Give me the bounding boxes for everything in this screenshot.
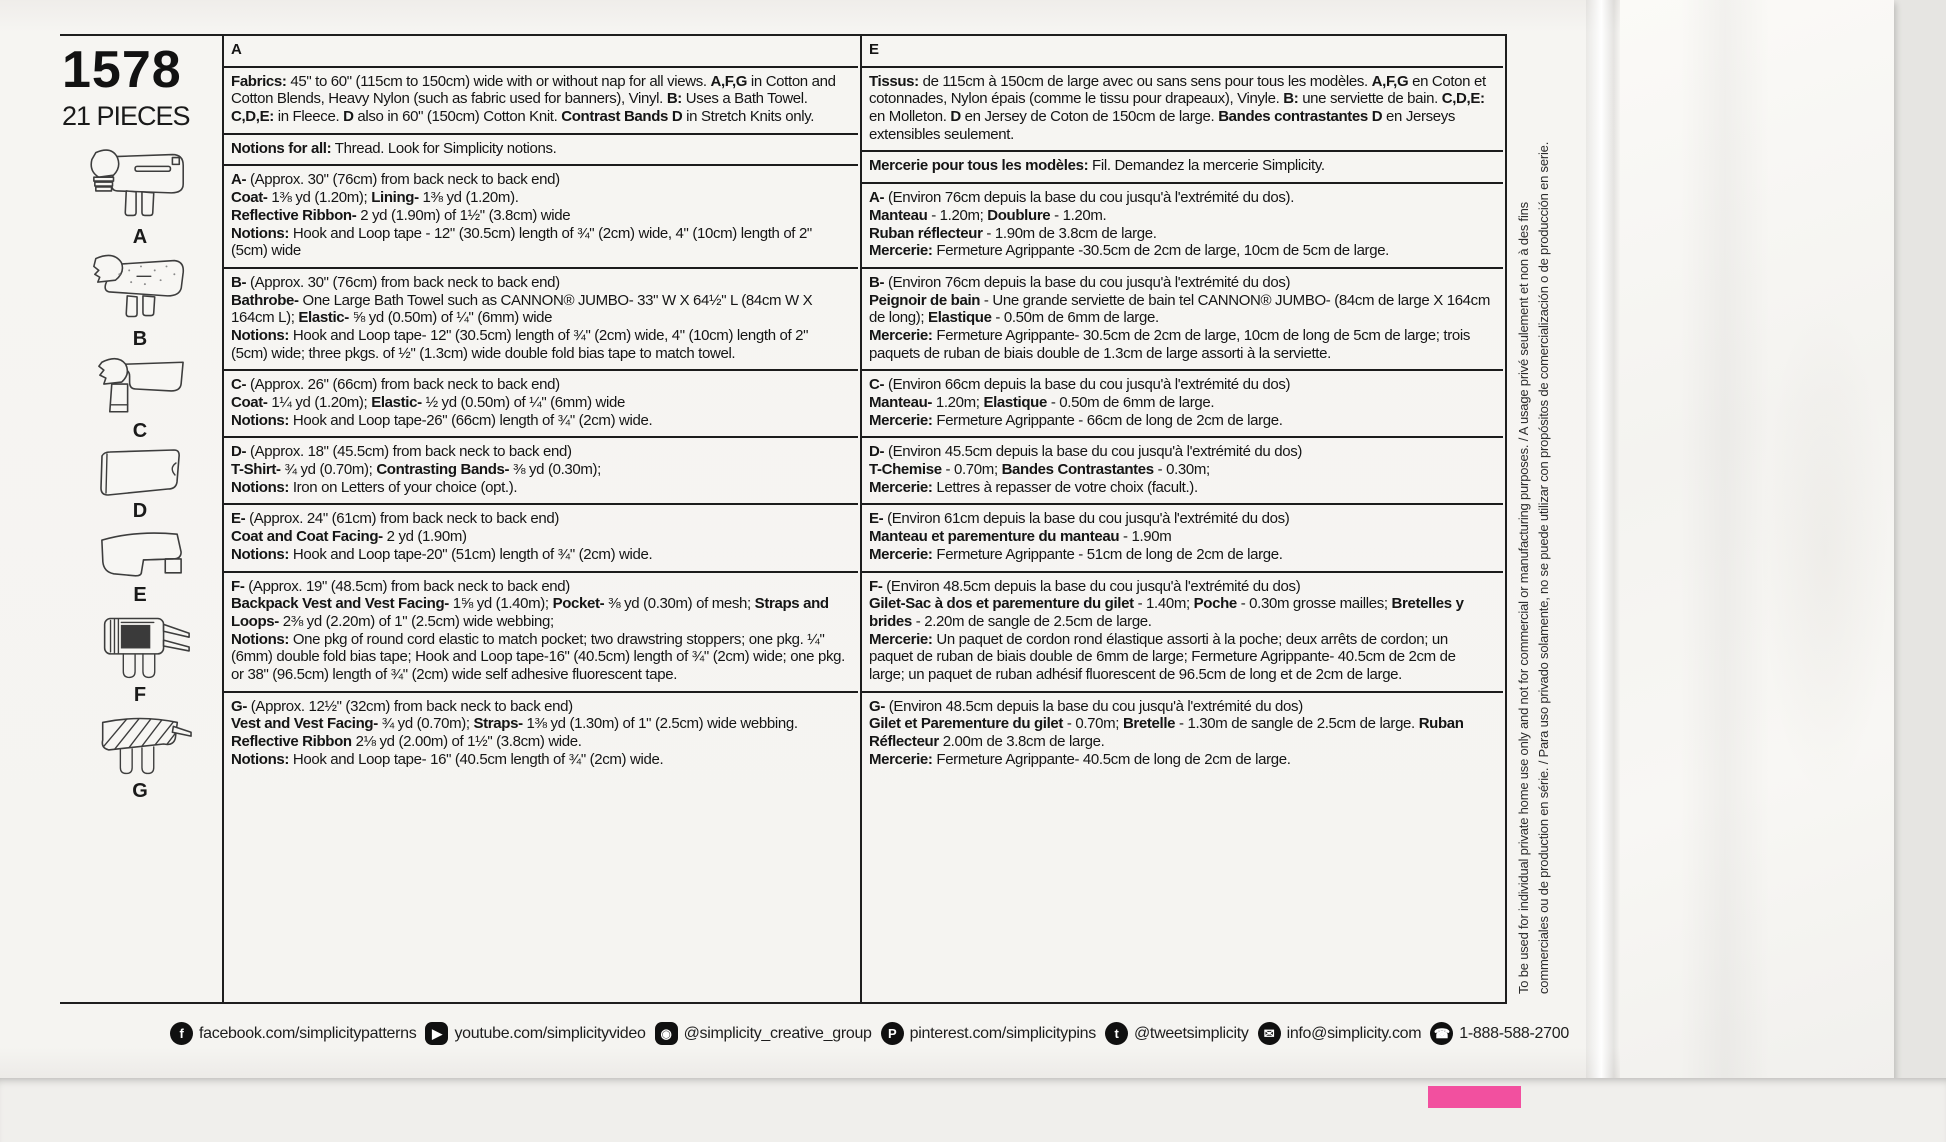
view-e bbox=[88, 526, 192, 606]
phone-item bbox=[1430, 1022, 1569, 1045]
en-section-f bbox=[224, 573, 858, 693]
text-line: Ruban réflecteur - 1.90m de 3.8cm de large. bbox=[869, 224, 1157, 242]
text-line: Vest and Vest Facing- ¾ yd (0.70m); Straps- 1⅜ yd (1.30m) of 1" (2.5cm) wide webbing. Reflective Ribbon 2⅛ yd (2.00m) of 1½" (3.8cm) wide. bbox=[231, 715, 798, 750]
fr-mercerie-pour-tous bbox=[862, 152, 1503, 184]
text-line: F- (Environ 48.5cm depuis la base du cou jusqu'à l'extrémité du dos) bbox=[869, 577, 1301, 595]
left-info-column bbox=[62, 41, 218, 802]
text-line: Mercerie: Lettres à repasser de votre choix (facult.). bbox=[869, 478, 1198, 496]
garment-views bbox=[62, 146, 218, 802]
en-section-b bbox=[224, 269, 858, 371]
text-line: Mercerie: Fermeture Agrippante -30.5cm de 2cm de large, 10cm de 5cm de large. bbox=[869, 242, 1390, 260]
pattern-number: 1578 bbox=[62, 41, 182, 99]
flap-wrinkle bbox=[1760, 300, 1890, 800]
social-label: facebook.com/simplicitypatterns bbox=[199, 1024, 417, 1042]
text-line: Coat and Coat Facing- 2 yd (1.90m) bbox=[231, 528, 467, 546]
en-section-a bbox=[224, 166, 858, 268]
instagram-icon: ◉ bbox=[655, 1022, 678, 1045]
text-line: E- (Environ 61cm depuis la base du cou jusqu'à l'extrémité du dos) bbox=[869, 510, 1290, 528]
pinterest-item bbox=[881, 1022, 1096, 1045]
en-intro bbox=[224, 36, 858, 68]
text-line: Bathrobe- One Large Bath Towel such as CANNON® JUMBO- 33" W X 64½" L (84cm W X 164cm L); Elastic- ⅝ yd (0.50m) of ¼" (6mm) wide bbox=[231, 291, 813, 327]
social-contact-row bbox=[170, 1022, 1569, 1045]
fr-section-e bbox=[862, 505, 1503, 572]
facebook-icon: f bbox=[170, 1022, 193, 1045]
text-line: Gilet et Parementure du gilet - 0.70m; Bretelle - 1.30m de sangle de 2.5cm de large. Ruban Réflecteur 2.00m de 3.8cm de large. bbox=[869, 715, 1464, 750]
fr-section-f bbox=[862, 573, 1503, 693]
pinterest-icon: P bbox=[881, 1022, 904, 1045]
youtube-item bbox=[425, 1022, 645, 1045]
fr-mercerie-all-text: Mercerie pour tous les modèles: Fil. Demandez la mercerie Simplicity. bbox=[869, 157, 1325, 175]
view-letter: C bbox=[132, 420, 148, 442]
youtube-icon: ▶ bbox=[425, 1022, 448, 1045]
envelope-fold-crease bbox=[1586, 0, 1620, 1080]
social-label: 1-888-588-2700 bbox=[1459, 1024, 1569, 1042]
legal-note-vertical bbox=[1514, 141, 1552, 996]
flap-crease bbox=[1680, 0, 1770, 1080]
view-c bbox=[88, 354, 192, 442]
view-b bbox=[86, 252, 194, 350]
legal-note-line2: commerciales ou de production en série. / Para uso privado solamente, no se puede utilizar con propósitos de comercialización o de producción en serie. bbox=[1536, 141, 1552, 994]
twitter-item bbox=[1105, 1022, 1249, 1045]
text-line: Notions: Hook and Loop tape- 12" (30.5cm) length of ¾" (2cm) wide, 4" (10cm) length of 2" (5cm) wide; three pkgs. of ½" (1.3cm) wide double fold bias tape to match towel. bbox=[231, 326, 809, 362]
en-notions-all-text: Notions for all: Thread. Look for Simplicity notions. bbox=[231, 139, 557, 157]
fr-tissus bbox=[862, 68, 1503, 153]
french-column bbox=[862, 36, 1503, 775]
text-line: Mercerie: Fermeture Agrippante - 66cm de long de 2cm de large. bbox=[869, 411, 1283, 429]
instagram-item bbox=[655, 1022, 872, 1045]
text-line: D- (Environ 45.5cm depuis la base du cou jusqu'à l'extrémité du dos) bbox=[869, 443, 1303, 461]
legal-note-line1: To be used for individual private home use only and not for commercial or manufacturing purposes. / A usage privé seulement et non à des fins bbox=[1516, 202, 1531, 994]
pieces-count: 21 PIECES bbox=[62, 101, 190, 131]
text-line: Coat- 1⅜ yd (1.20m); Lining- 1⅜ yd (1.20m). bbox=[231, 189, 519, 207]
en-section-e bbox=[224, 505, 858, 572]
text-line: E- (Approx. 24" (61cm) from back neck to back end) bbox=[231, 510, 559, 528]
dog-backpack-vest-f-illustration bbox=[85, 610, 195, 684]
facebook-item bbox=[170, 1022, 416, 1045]
pink-printers-mark bbox=[1428, 1086, 1521, 1108]
text-line: G- (Approx. 12½" (32cm) from back neck to back end) bbox=[231, 697, 573, 715]
text-line: Mercerie: Un paquet de cordon rond élastique assorti à la poche; deux arrêts de cordon; un paquet de ruban de biais double de 6mm de large; Fermeture Agrippante- 40.5cm de 2cm de large; un paquet de ruban adhésif fluorescent de 96.5cm de long et de 2cm de large. bbox=[869, 630, 1456, 683]
text-line: Notions: Iron on Letters of your choice (opt.). bbox=[231, 478, 518, 496]
fr-section-a bbox=[862, 184, 1503, 269]
text-line: F- (Approx. 19" (48.5cm) from back neck to back end) bbox=[231, 577, 570, 595]
view-letter: F bbox=[133, 684, 147, 706]
scan-background-strip bbox=[0, 1078, 1946, 1142]
en-section-c bbox=[224, 371, 858, 438]
social-label: info@simplicity.com bbox=[1286, 1024, 1422, 1042]
text-line: Reflective Ribbon- 2 yd (1.90m) of 1½" (3.8cm) wide bbox=[231, 206, 571, 224]
view-letter: G bbox=[132, 780, 148, 802]
text-line: Notions: Hook and Loop tape-26" (66cm) length of ¾" (2cm) wide. bbox=[231, 411, 653, 429]
en-section-d bbox=[224, 438, 858, 505]
frame-rule-bottom bbox=[60, 1002, 1507, 1004]
social-label: pinterest.com/simplicitypins bbox=[909, 1024, 1096, 1042]
social-label: @tweetsimplicity bbox=[1133, 1024, 1249, 1042]
text-line: Notions: One pkg of round cord elastic to match pocket; two drawstring stoppers; one pkg. ¼" (6mm) double fold bias tape; Hook and Loop tape-16" (40.5cm) length of ¾" (2cm) wide; one pkg. or 38" (96.5cm) length of ¾" (2cm) wide self adhesive fluorescent tape. bbox=[231, 630, 845, 683]
text-line: Peignoir de bain - Une grande serviette de bain tel CANNON® JUMBO- (84cm de large X 164cm de long); Elastique - 0.50m de 6mm de large. bbox=[869, 291, 1490, 327]
text-line: C- (Environ 66cm depuis la base du cou jusqu'à l'extrémité du dos) bbox=[869, 376, 1291, 394]
view-letter: E bbox=[133, 584, 147, 606]
en-section-g bbox=[224, 693, 858, 776]
dog-coat-c-illustration bbox=[88, 354, 192, 420]
text-line: B- (Approx. 30" (76cm) from back neck to back end) bbox=[231, 273, 560, 291]
text-line: Mercerie: Fermeture Agrippante - 51cm de long de 2cm de large. bbox=[869, 545, 1283, 563]
view-letter: D bbox=[132, 500, 148, 522]
en-fabrics bbox=[224, 68, 858, 135]
text-line: Manteau et parementure du manteau - 1.90m bbox=[869, 528, 1172, 546]
email-icon: ✉ bbox=[1258, 1022, 1281, 1045]
dog-tshirt-d-illustration bbox=[90, 446, 190, 500]
dog-coat-e-illustration bbox=[88, 526, 192, 584]
text-line: Notions: Hook and Loop tape-20" (51cm) length of ¾" (2cm) wide. bbox=[231, 545, 653, 563]
english-column bbox=[224, 36, 858, 775]
en-fabrics-text: Fabrics: 45" to 60" (115cm to 150cm) wide with or without nap for all views. A,F,G in Cotton and Cotton Blends, Heavy Nylon (such as fabric used for banners), Vinyl. B: Uses a Bath Towel. C,D,E: in Fleece. D also in 60" (150cm) Cotton Knit. Contrast Bands D in Stretch Knits only. bbox=[231, 72, 836, 126]
text-line: C- (Approx. 26" (66cm) from back neck to back end) bbox=[231, 376, 560, 394]
fr-intro-text: E bbox=[869, 41, 879, 58]
view-d bbox=[90, 446, 190, 522]
text-line: Mercerie: Fermeture Agrippante- 30.5cm de 2cm de large, 10cm de long de 5cm de large; trois paquets de ruban de biais double de 1.3cm de large assorti à la serviette. bbox=[869, 326, 1470, 362]
text-line: Manteau- 1.20m; Elastique - 0.50m de 6mm de large. bbox=[869, 394, 1215, 411]
text-line: B- (Environ 76cm depuis la base du cou jusqu'à l'extrémité du dos) bbox=[869, 273, 1291, 291]
text-line: Coat- 1¼ yd (1.20m); Elastic- ½ yd (0.50m) of ¼" (6mm) wide bbox=[231, 394, 625, 411]
en-intro-text: A bbox=[231, 41, 242, 58]
text-line: Notions: Hook and Loop tape- 16" (40.5cm length of ¾" (2cm) wide. bbox=[231, 750, 664, 768]
view-f bbox=[85, 610, 195, 706]
fr-section-g bbox=[862, 693, 1503, 776]
text-line: T-Chemise - 0.70m; Bandes Contrastantes - 0.30m; bbox=[869, 461, 1210, 479]
view-g bbox=[87, 710, 193, 802]
text-line: T-Shirt- ¾ yd (0.70m); Contrasting Bands- ⅜ yd (0.30m); bbox=[231, 461, 602, 479]
en-notions-for-all bbox=[224, 135, 858, 167]
social-label: youtube.com/simplicityvideo bbox=[454, 1024, 646, 1042]
view-letter: A bbox=[132, 226, 148, 248]
fr-section-d bbox=[862, 438, 1503, 505]
fr-section-b bbox=[862, 269, 1503, 371]
email-item bbox=[1258, 1022, 1422, 1045]
view-a bbox=[86, 146, 194, 248]
fr-tissus-text: Tissus: de 115cm à 150cm de large avec ou sans sens pour tous les modèles. A,F,G en Coton et cotonnades, Nylon épais (comme le tissu pour drapeaux), Vinyle. B: une serviette de bain. C,D,E: en Molleton. D en Jersey de Coton de 150cm de large. Bandes contrastantes D en Jerseys extensibles seulement. bbox=[869, 72, 1486, 143]
text-line: D- (Approx. 18" (45.5cm) from back neck to back end) bbox=[231, 443, 572, 461]
social-label: @simplicity_creative_group bbox=[683, 1024, 872, 1042]
fr-intro bbox=[862, 36, 1503, 68]
dog-vest-g-illustration bbox=[87, 710, 193, 780]
text-line: Notions: Hook and Loop tape - 12" (30.5cm) length of ¾" (2cm) wide, 4" (10cm) length of 2" (5cm) wide bbox=[231, 224, 812, 260]
view-letter: B bbox=[132, 328, 148, 350]
phone-icon: ☎ bbox=[1430, 1022, 1453, 1045]
divider-right-edge bbox=[1505, 34, 1507, 1004]
text-line: A- (Approx. 30" (76cm) from back neck to back end) bbox=[231, 171, 560, 189]
text-line: Gilet-Sac à dos et parementure du gilet - 1.40m; Poche - 0.30m grosse mailles; Bretelles y brides - 2.20m de sangle de 2.5cm de large. bbox=[869, 595, 1464, 630]
text-line: Backpack Vest and Vest Facing- 1⅝ yd (1.40m); Pocket- ⅜ yd (0.30m) of mesh; Straps and Loops- 2⅜ yd (2.20m) of 1" (2.5cm) wide webbing; bbox=[231, 595, 829, 630]
dog-coat-a-illustration bbox=[86, 146, 194, 226]
text-line: A- (Environ 76cm depuis la base du cou jusqu'à l'extrémité du dos). bbox=[869, 189, 1295, 207]
fr-section-c bbox=[862, 371, 1503, 438]
twitter-icon: t bbox=[1105, 1022, 1128, 1045]
text-line: Manteau - 1.20m; Doublure - 1.20m. bbox=[869, 206, 1107, 224]
dog-bathrobe-b-illustration bbox=[86, 252, 194, 328]
text-line: Mercerie: Fermeture Agrippante- 40.5cm de long de 2cm de large. bbox=[869, 750, 1291, 768]
text-line: G- (Environ 48.5cm depuis la base du cou jusqu'à l'extrémité du dos) bbox=[869, 697, 1303, 715]
